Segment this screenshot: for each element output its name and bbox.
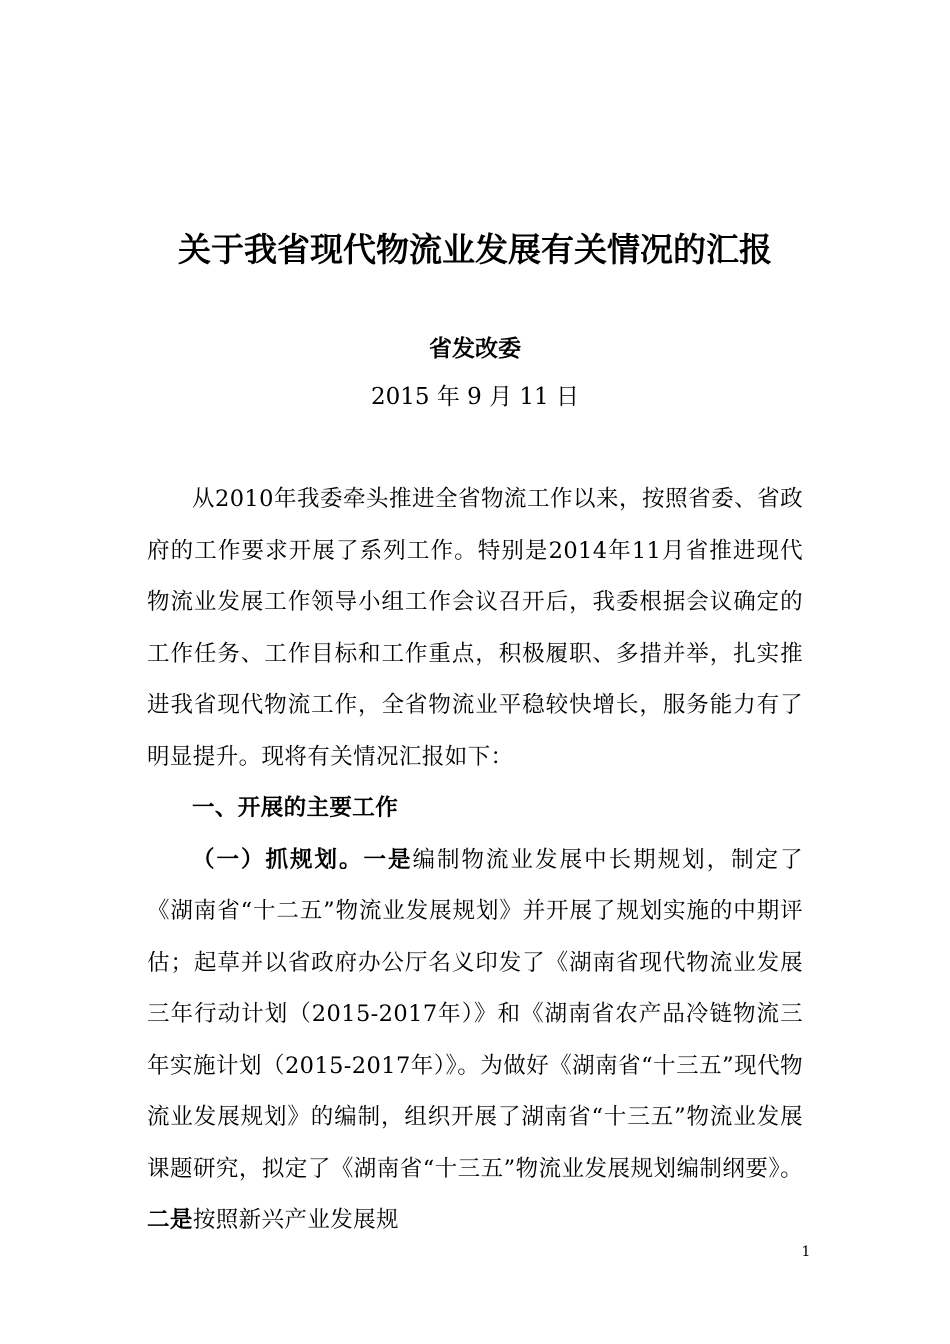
document-author: 省发改委: [429, 336, 521, 362]
document-title: 关于我省现代物流业发展有关情况的汇报: [178, 230, 772, 269]
subsection-text: 编制物流业发展中长期规划，制定了《湖南省“十二五”物流业发展规划》并开展了规划实施的中期评估；起草并以省政府办公厅名义印发了《湖南省现代物流业发展三年行动计划（2015-2017年）》和《湖南省农产品冷链物流三年实施计划（2015-2017年）》。为做好《湖南省“十三五”现代物流业发展规划》的编制，组织开展了湖南省“十三五”物流业发展课题研究，拟定了《湖南省“十三五”物流业发展规划编制纲要》。: [147, 846, 803, 1182]
second-point-label: 二是: [147, 1207, 193, 1233]
first-point-label: 一是: [363, 846, 413, 873]
page-number: 1: [801, 1244, 811, 1260]
subsection-paragraph: [147, 835, 803, 1247]
section-heading-1: 一、开展的主要工作: [192, 795, 399, 821]
subsection-label: （一）抓规划。: [192, 846, 364, 873]
intro-paragraph: 从2010年我委牵头推进全省物流工作以来，按照省委、省政府的工作要求开展了系列工作。特别是2014年11月省推进现代物流业发展工作领导小组工作会议召开后，我委根据会议确定的工作任务、工作目标和工作重点，积极履职、多措并举，扎实推进我省现代物流工作，全省物流业平稳较快增长，服务能力有了明显提升。现将有关情况汇报如下：: [147, 486, 803, 770]
document-body: [147, 474, 803, 1247]
second-point-text: 按照新兴产业发展规: [192, 1207, 399, 1233]
document-date: 2015 年 9 月 11 日: [371, 384, 579, 410]
